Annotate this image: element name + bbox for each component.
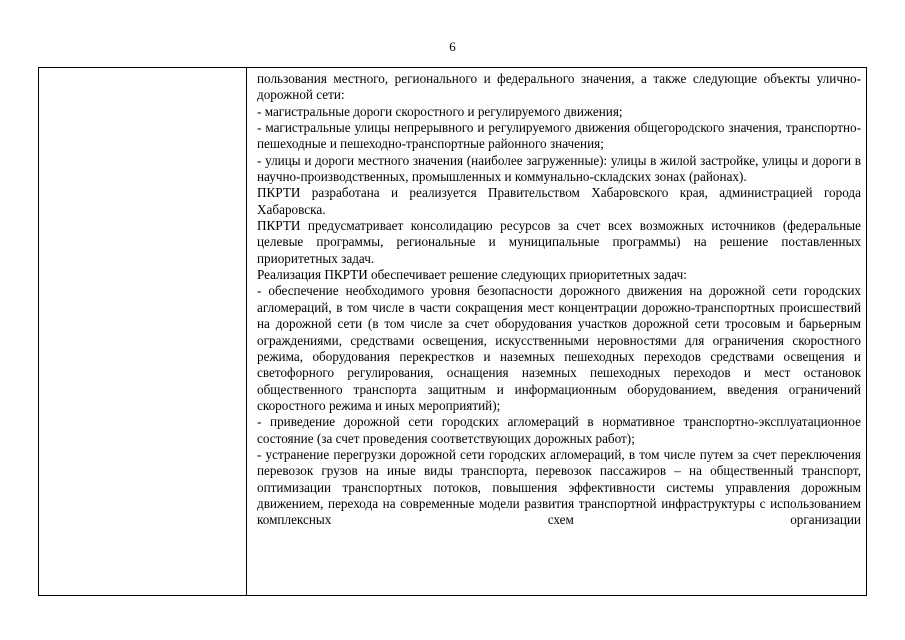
paragraph: ПКРТИ предусматривает консолидацию ресурсов за счет всех возможных источников (федеральные целевые программы, региональные и муниципальные программы) на решение поставленных приоритетных задач. [257, 218, 861, 266]
paragraph: - обеспечение необходимого уровня безопасности дорожного движения на дорожной сети городских агломераций, в том числе в части сокращения мест концентрации дорожно-транспортных происшествий на дорожной сети (в том числе за счет оборудования участков дорожной сети тросовым и барьерным ограждениями, средствами освещения, искусственными неровностями для ограничения скоростного режима, оборудования перекрестков и наземных пешеходных переходов средствами освещения и светофорного регулирования, оснащения наземных пешеходных переходов и мест остановок общественного транспорта защитным и информационным оборудованием, введения ограничений скоростного режима и иных мероприятий); [257, 283, 861, 413]
paragraph: - приведение дорожной сети городских агломераций в нормативное транспортно-эксплуатационное состояние (за счет проведения соответствующих дорожных работ); [257, 414, 861, 446]
paragraph: ПКРТИ разработана и реализуется Правительством Хабаровского края, администрацией города Хабаровска. [257, 185, 861, 217]
document-table [38, 67, 867, 596]
paragraph: - магистральные улицы непрерывного и регулируемого движения общегородского значения, транспортно-пешеходные и пешеходно-транспортные районного значения; [257, 120, 861, 152]
paragraph: Реализация ПКРТИ обеспечивает решение следующих приоритетных задач: [257, 267, 687, 283]
paragraph: - магистральные дороги скоростного и регулируемого движения; [257, 103, 623, 119]
table-left-cell [39, 68, 247, 595]
page-number: 6 [449, 39, 456, 54]
paragraph: пользования местного, регионального и федерального значения, а также следующие объекты улично-дорожной сети: [257, 71, 861, 103]
paragraph: - устранение перегрузки дорожной сети городских агломераций, в том числе путем за счет переключения перевозок грузов на иные виды транспорта, перевозок пассажиров – на общественный транспорт, оптимизации транспортных потоков, повышения эффективности системы управления дорожным движением, перехода на современные модели развития транспортной инфраструктуры с использованием комплексных схем организации [257, 446, 861, 528]
paragraph: - улицы и дороги местного значения (наиболее загруженные): улицы в жилой застройке, улицы и дороги в научно-производственных, промышленных и коммунально-складских зонах (районах). [257, 152, 861, 185]
table-right-cell [247, 68, 866, 595]
